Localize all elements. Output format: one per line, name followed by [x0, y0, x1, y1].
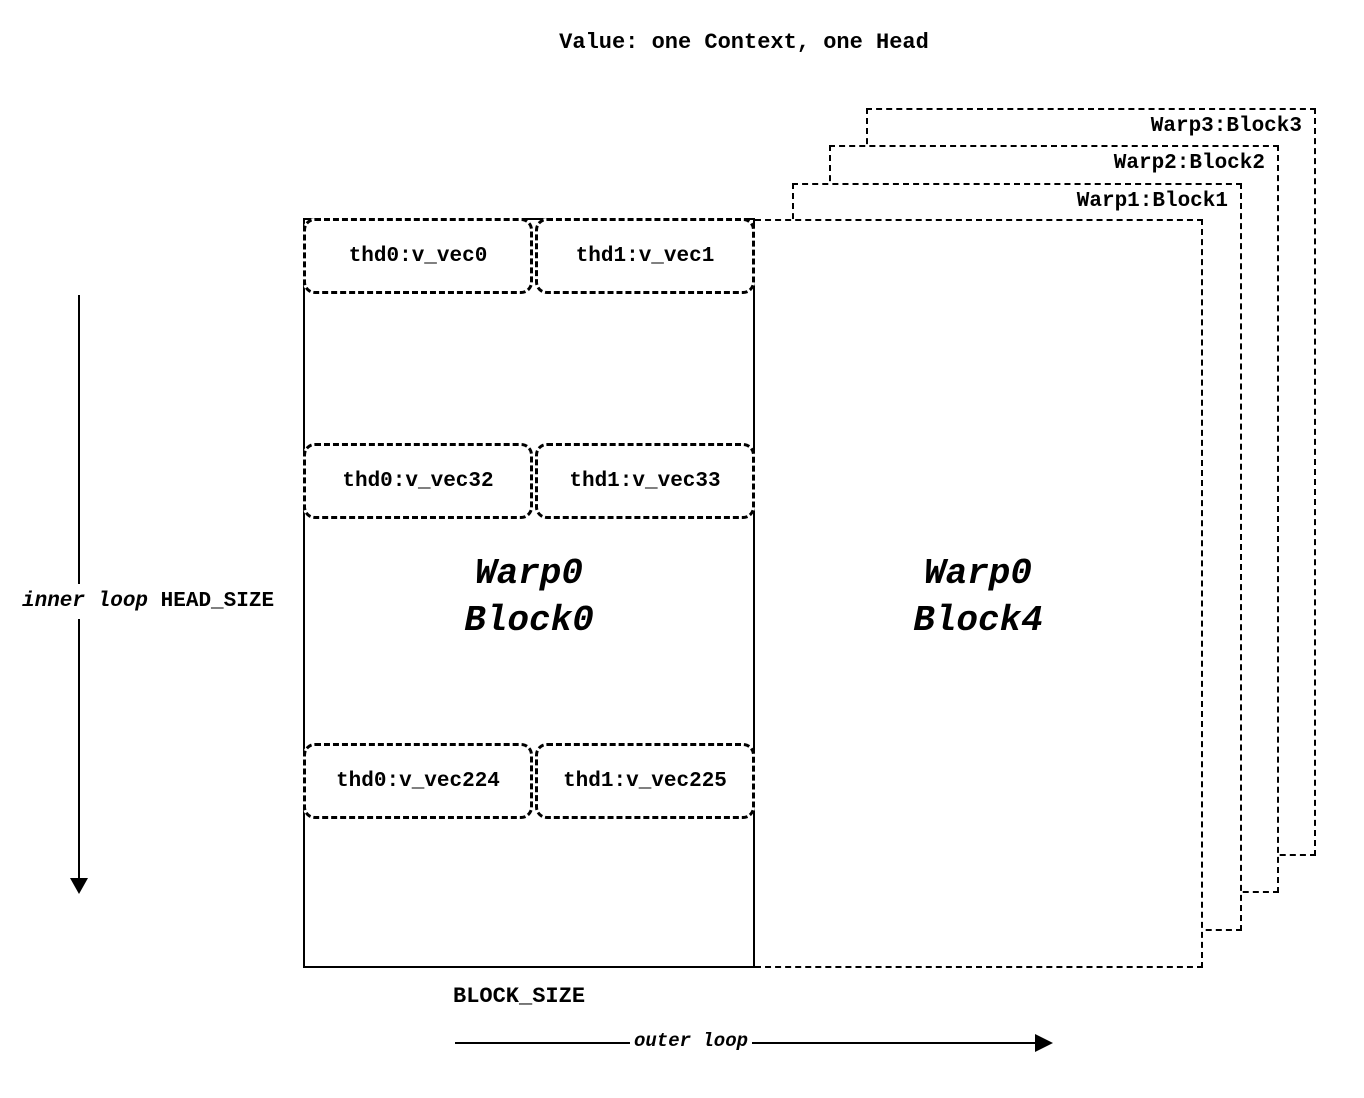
thread-cell: thd1:v_vec1 [535, 218, 755, 294]
diagram-title: Value: one Context, one Head [559, 30, 929, 55]
head-size-label: HEAD_SIZE [160, 590, 275, 613]
warp0-block4-box [755, 219, 1203, 968]
right-arrowhead-icon [1035, 1034, 1053, 1052]
block-size-label: BLOCK_SIZE [453, 984, 586, 1009]
warp0-block0-name [305, 550, 753, 644]
outer-loop-label: outer loop [630, 1030, 752, 1052]
warp0-block4-name-line1: Warp0 [923, 553, 1033, 594]
inner-loop-head-size-label [22, 584, 274, 619]
thread-cell: thd0:v_vec224 [303, 743, 533, 819]
warp0-block0-name-line2: Block0 [464, 600, 594, 641]
warp0-block0-box [303, 218, 755, 968]
down-arrowhead-icon [70, 878, 88, 894]
warp0-block4-name-line2: Block4 [913, 600, 1043, 641]
warp0-block4-name [755, 550, 1201, 644]
inner-loop-label: inner loop [22, 590, 149, 613]
thread-cell: thd1:v_vec225 [535, 743, 755, 819]
warp1-block1-label: Warp1:Block1 [1076, 190, 1228, 213]
thread-cell: thd0:v_vec0 [303, 218, 533, 294]
warp2-block2-label: Warp2:Block2 [1113, 152, 1265, 175]
warp3-block3-label: Warp3:Block3 [1150, 115, 1302, 138]
thread-cell: thd0:v_vec32 [303, 443, 533, 519]
thread-cell: thd1:v_vec33 [535, 443, 755, 519]
warp0-block0-name-line1: Warp0 [474, 553, 584, 594]
